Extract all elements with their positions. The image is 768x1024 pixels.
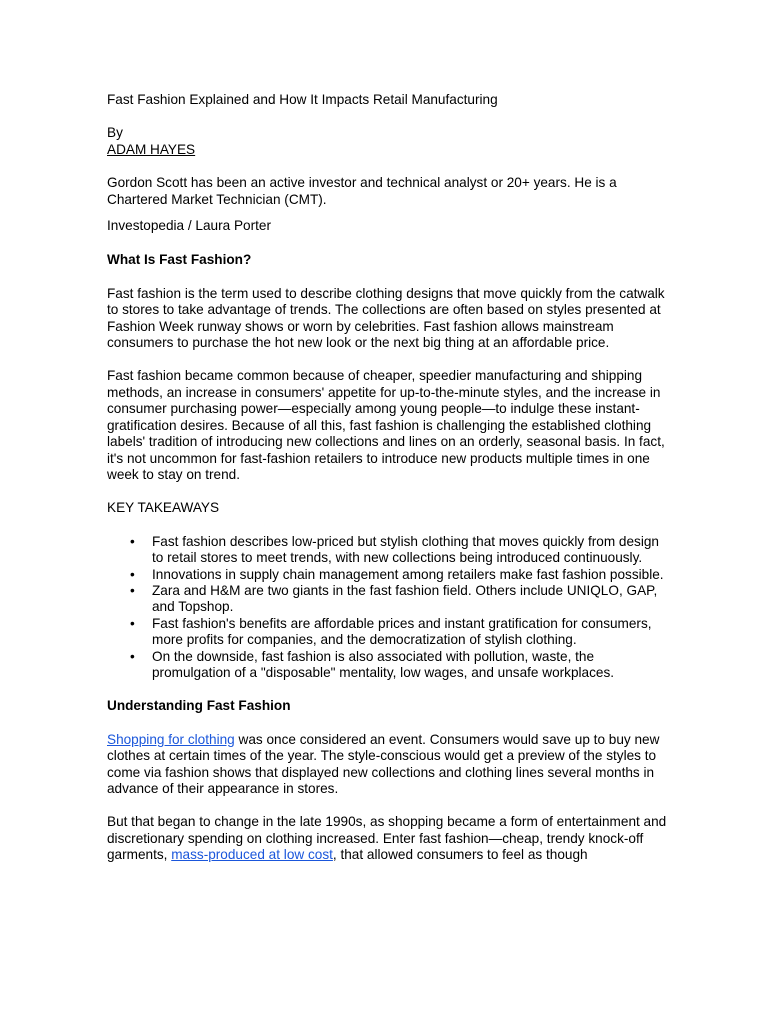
paragraph-text: , that allowed consumers to feel as though bbox=[332, 847, 588, 863]
paragraph-text: was once considered an event. Consumers would save up to buy new clothes at certain times of the year. The style-conscious would get a preview of the styles to come via fashion shows that displayed new collections and clothing lines several months in advance of their appearance in stores. bbox=[107, 731, 660, 796]
image-credit: Investopedia / Laura Porter bbox=[107, 218, 271, 234]
byline-author-row bbox=[107, 142, 667, 158]
section-heading-what-is: What Is Fast Fashion? bbox=[107, 252, 252, 268]
paragraph: Fast fashion became common because of cheaper, speedier manufacturing and shipping methods, an increase in consumers' appetite for up-to-the-minute styles, and the increase in consumer purchasing power—especially among young people—to indulge these instant-gratification desires. Because of all this, fast fashion is challenging the established clothing labels' tradition of introducing new collections and lines on an orderly, seasonal basis. In fact, it's not uncommon for fast-fashion retailers to introduce new products multiple times in one week to stay on trend. bbox=[107, 368, 665, 482]
shopping-for-clothing-link[interactable]: Shopping for clothing bbox=[107, 731, 235, 747]
article-title: Fast Fashion Explained and How It Impacts Retail Manufacturing bbox=[107, 92, 498, 107]
key-takeaways-list bbox=[107, 534, 667, 682]
mass-produced-link[interactable]: mass-produced at low cost bbox=[171, 847, 333, 863]
list-item: • Innovations in supply chain management among retailers make fast fashion possible. bbox=[152, 567, 667, 583]
list-item: • Zara and H&M are two giants in the fast fashion field. Others include UNIQLO, GAP, and Topshop. bbox=[152, 583, 667, 616]
author-link[interactable]: ADAM HAYES bbox=[107, 141, 196, 157]
byline-label: By bbox=[107, 125, 123, 141]
section-heading-understanding: Understanding Fast Fashion bbox=[107, 698, 291, 714]
list-item: • Fast fashion's benefits are affordable prices and instant gratification for consumers, more profits for companies, and the democratization of stylish clothing. bbox=[152, 616, 667, 649]
paragraph: Fast fashion is the term used to describe clothing designs that move quickly from the catwalk to stores to take advantage of trends. The collections are often based on styles presented at Fashion Week runway shows or worn by celebrities. Fast fashion allows mainstream consumers to purchase the hot new look or the next big thing at an affordable price. bbox=[107, 285, 665, 351]
paragraph bbox=[107, 814, 667, 863]
list-item: • On the downside, fast fashion is also associated with pollution, waste, the promulgation of a "disposable" mentality, low wages, and unsafe workplaces. bbox=[152, 649, 667, 682]
list-item: • Fast fashion describes low-priced but stylish clothing that moves quickly from design to retail stores to meet trends, with new collections being introduced continuously. bbox=[152, 534, 667, 567]
paragraph-text: But that began to change in the late 1990s, as shopping became a form of entertainment and discretionary spending on clothing increased. Enter fast fashion—cheap, trendy knock-off garments, bbox=[107, 814, 667, 863]
key-takeaways-heading: KEY TAKEAWAYS bbox=[107, 500, 220, 516]
paragraph bbox=[107, 732, 667, 798]
document-page bbox=[107, 92, 667, 864]
author-bio: Gordon Scott has been an active investor and technical analyst or 20+ years. He is a Chartered Market Technician (CMT). bbox=[107, 175, 617, 207]
